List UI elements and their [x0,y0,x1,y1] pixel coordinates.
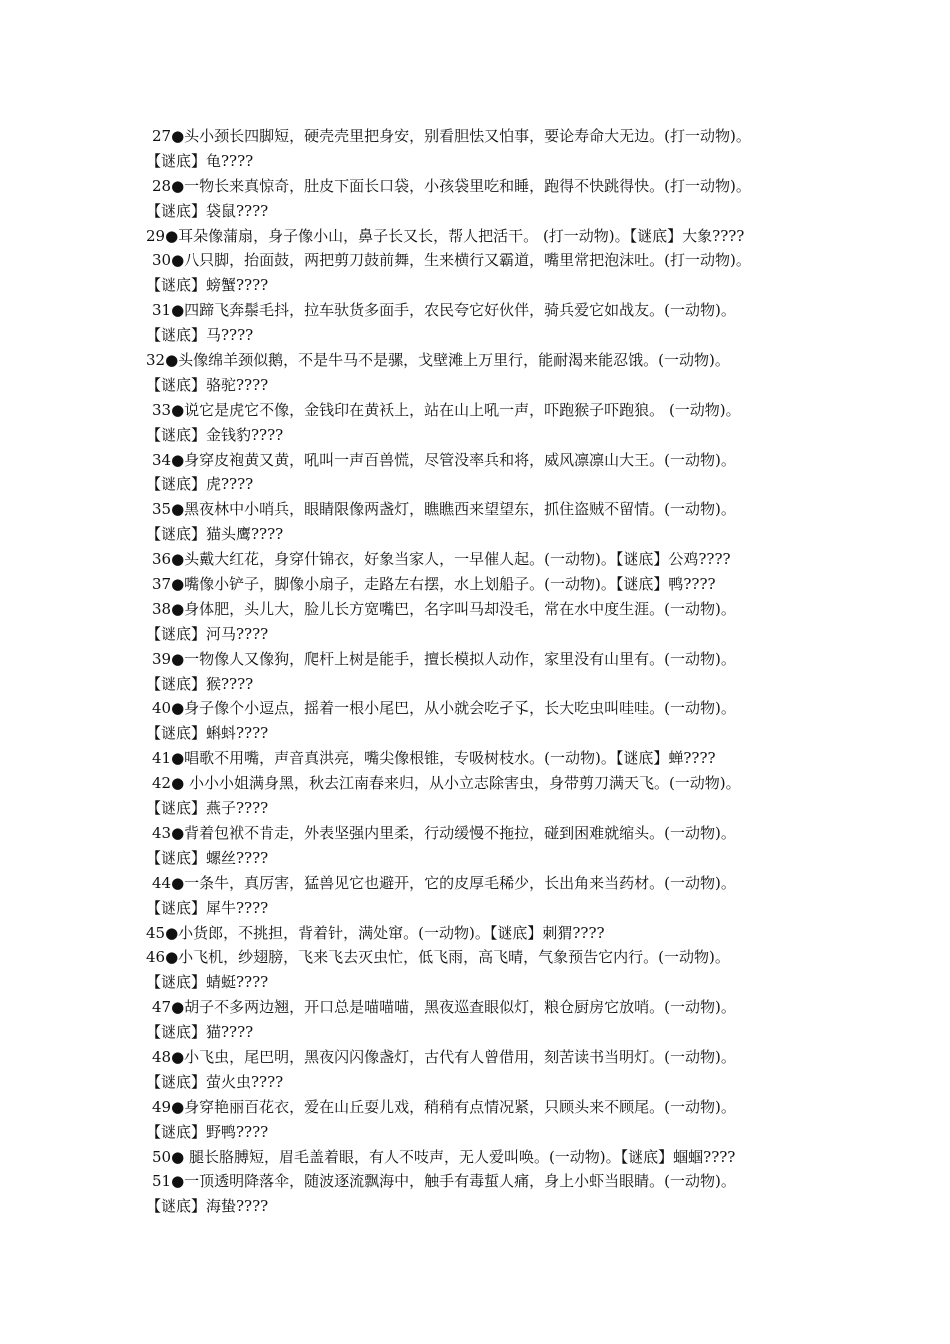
riddle-line: 30●八只脚，抬面鼓，两把剪刀鼓前舞，生来横行又霸道，嘴里常把泡沫吐。(打一动物)。 [152,251,751,270]
riddle-line: 40●身子像个小逗点，摇着一根小尾巴，从小就会吃孑孓，长大吃虫叫哇哇。(一动物)。 [152,699,736,718]
answer-line: 【谜底】燕子???? [146,799,269,818]
riddle-line: 36●头戴大红花，身穿什锦衣，好象当家人，一早催人起。(一动物)。【谜底】公鸡???? [152,550,731,569]
answer-line: 【谜底】犀牛???? [146,898,269,917]
riddle-line: 31●四蹄飞奔鬃毛抖，拉车驮货多面手，农民夸它好伙伴，骑兵爱它如战友。(一动物)。 [152,301,736,320]
answer-line: 【谜底】骆驼???? [146,375,269,394]
answer-line: 【谜底】野鸭???? [146,1122,269,1141]
riddle-line: 27●头小颈长四脚短，硬壳壳里把身安，别看胆怯又怕事，要论寿命大无边。(打一动物)。 [152,127,751,145]
answer-line: 【谜底】蜻蜓???? [146,973,269,992]
answer-line: 【谜底】蝌蚪???? [146,724,269,743]
riddle-line: 50● 腿长胳膊短，眉毛盖着眼，有人不吱声，无人爱叫唤。(一动物)。【谜底】蝈蝈???? [152,1147,736,1166]
riddle-line: 42● 小小小姐满身黑，秋去江南春来归，从小立志除害虫，身带剪刀满天飞。(一动物)。 [152,774,741,793]
riddle-line: 47●胡子不多两边翘，开口总是喵喵喵，黑夜巡查眼似灯，粮仓厨房它放哨。(一动物)。 [152,998,736,1017]
riddle-line: 33●说它是虎它不像，金钱印在黄袄上，站在山上吼一声，吓跑猴子吓跑狼。 (一动物)。 [152,400,741,419]
answer-line: 【谜底】海蛰???? [146,1197,269,1216]
answer-line: 【谜底】虎???? [146,475,254,494]
answer-line: 【谜底】龟???? [146,151,254,170]
riddle-line: 32●头像绵羊颈似鹅，不是牛马不是骡，戈壁滩上万里行，能耐渴来能忍饿。(一动物)。 [146,351,730,370]
answer-line: 【谜底】河马???? [146,624,269,643]
riddle-line: 45●小货郎，不挑担，背着针，满处窜。(一动物)。【谜底】刺猬???? [146,923,605,942]
answer-line: 【谜底】猫???? [146,1023,254,1042]
answer-line: 【谜底】猴???? [146,674,254,693]
riddle-line: 41●唱歌不用嘴，声音真洪亮，嘴尖像根锥，专吸树枝水。(一动物)。【谜底】蝉???? [152,749,716,768]
riddle-line: 34●身穿皮袍黄又黄，吼叫一声百兽慌，尽管没率兵和将，威风凛凛山大王。(一动物)。 [152,450,736,469]
riddle-line: 37●嘴像小铲子，脚像小扇子，走路左右摆，水上划船子。(一动物)。【谜底】鸭???? [152,575,716,594]
answer-line: 【谜底】猫头鹰???? [146,525,284,544]
riddle-line: 28●一物长来真惊奇，肚皮下面长口袋，小孩袋里吃和睡，跑得不快跳得快。(打一动物)。 [152,176,751,195]
answer-line: 【谜底】金钱豹???? [146,425,284,444]
riddle-line: 44●一条牛，真厉害，猛兽见它也避开，它的皮厚毛稀少，长出角来当药材。(一动物)。 [152,873,736,892]
answer-line: 【谜底】袋鼠???? [146,201,269,220]
riddle-line: 29●耳朵像蒲扇，身子像小山，鼻子长又长，帮人把活干。 (打一动物)。【谜底】大象???? [146,226,745,245]
riddle-line: 39●一物像人又像狗，爬杆上树是能手，擅长模拟人动作，家里没有山里有。(一动物)。 [152,649,736,668]
riddle-list [146,124,826,1219]
answer-line: 【谜底】螃蟹???? [146,276,269,295]
riddle-line: 48●小飞虫，尾巴明，黑夜闪闪像盏灯，古代有人曾借用，刻苦读书当明灯。(一动物)。 [152,1047,736,1066]
riddle-line: 38●身体肥，头儿大，脸儿长方宽嘴巴，名字叫马却没毛，常在水中度生涯。(一动物)。 [152,599,736,618]
riddle-line: 35●黑夜林中小哨兵，眼睛限像两盏灯，瞧瞧西来望望东，抓住盗贼不留情。(一动物)。 [152,500,736,519]
answer-line: 【谜底】萤火虫???? [146,1072,284,1091]
answer-line: 【谜底】马???? [146,326,254,345]
riddle-line: 51●一顶透明降落伞，随波逐流飘海中，触手有毒蜇人痛，身上小虾当眼睛。(一动物)。 [152,1172,736,1191]
riddle-line: 43●背着包袱不肯走，外表坚强内里柔，行动缓慢不拖拉，碰到困难就缩头。(一动物)。 [152,823,736,842]
answer-line: 【谜底】螺丝???? [146,848,269,867]
riddle-line: 49●身穿艳丽百花衣，爱在山丘耍儿戏，稍稍有点情况紧，只顾头来不顾尾。(一动物)。 [152,1097,736,1116]
riddle-line: 46●小飞机，纱翅膀，飞来飞去灭虫忙，低飞雨，高飞晴，气象预告它内行。(一动物)。 [146,948,730,967]
